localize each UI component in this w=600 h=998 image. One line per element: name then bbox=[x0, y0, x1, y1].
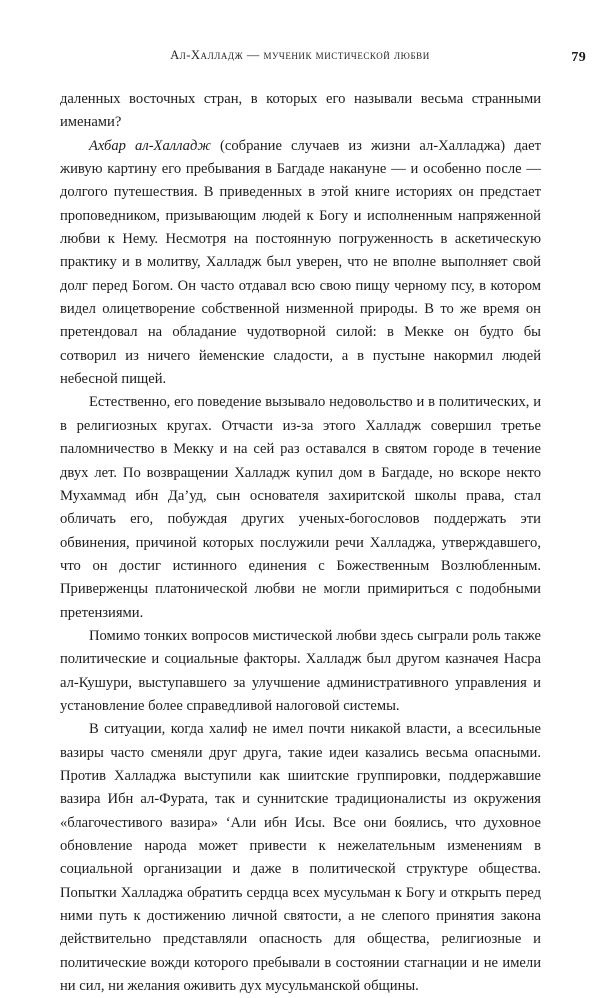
running-header bbox=[60, 48, 540, 70]
running-header-title: Ал-Халладж — мученик мистической любви bbox=[170, 48, 430, 62]
body-textblock bbox=[60, 88, 541, 998]
paragraph-continued: даленных восточных стран, в которых его называли весьма странными именами? bbox=[60, 91, 541, 131]
paragraph-akhbar bbox=[60, 135, 541, 392]
paragraph-pomimo: Помимо тонких вопросов мистической любви здесь сыграли роль также политические и социальные факторы. Халладж был другом казначея Насра ал-Кушури, выступавшего за улучшение административного управления и установление более справедливой налоговой системы. bbox=[60, 627, 541, 714]
page-number: 79 bbox=[571, 50, 586, 65]
paragraph-estestvenno: Естественно, его поведение вызывало недовольство и в политических, и в религиозных кругах. Отчасти из-за этого Халладж совершил третье паломничество в Мекку и на сей раз оставался в святом городе в течение двух лет. По возвращении Халладж купил дом в Багдаде, но вскоре некто Мухаммад ибн Да’уд, сын основателя захиритской школы права, стал обличать его, побуждая других ученых-богословов поддержать эти обвинения, причиной которых послужили речи Халладжа, утверждавшего, что он достиг истинного единения с Божественным Возлюбленным. Приверженцы платонической любви не могли примириться с подобными претензиями. bbox=[60, 394, 541, 621]
paragraph-akhbar-text: (собрание случаев из жизни ал-Халладжа) дает живую картину его пребывания в Багдаде накануне — и особенно после — долгого путешествия. В приведенных в этой книге историях он предстает проповедником, призывающим людей к Богу и исполненным напряженной любви к Нему. Несмотря на постоянную погруженность в аскетическую практику и в молитву, Халладж был уверен, что не вполне выполняет свой долг перед Богом. Он часто отдавал всю свою пищу черному псу, в котором видел олицетворение собственной низменной природы. В то же время он претендовал на обладание чудотворной силой: в Мекке он будто бы сотворил из ничего йеменские сладости, а в пустыне накормил людей небесной пищей. bbox=[60, 137, 541, 388]
paragraph-vsituatsii: В ситуации, когда халиф не имел почти никакой власти, а всесильные вазиры часто сменяли друг друга, такие идеи казались весьма опасными. Против Халладжа выступили как шиитские группировки, поддержавшие вазира Ибн ал-Фурата, так и суннитские традиционалисты из окружения «благочестивого вазира» ‘Али ибн Исы. Все они боялись, что духовное обновление народа может привести к нежелательным изменениям в социальной организации и даже в политической структуре общества. Попытки Халладжа обратить сердца всех мусульман к Богу и открыть перед ними путь к достижению личной святости, а не слепого принятия закона действительно представляли опасность для общества, религиозные и политические вожди которого пребывали в состоянии стагнации и не имели ни сил, ни желания оживить дух мусульманской общины. bbox=[60, 721, 541, 995]
book-title-italic: Ахбар ал-Халладж bbox=[89, 137, 211, 154]
